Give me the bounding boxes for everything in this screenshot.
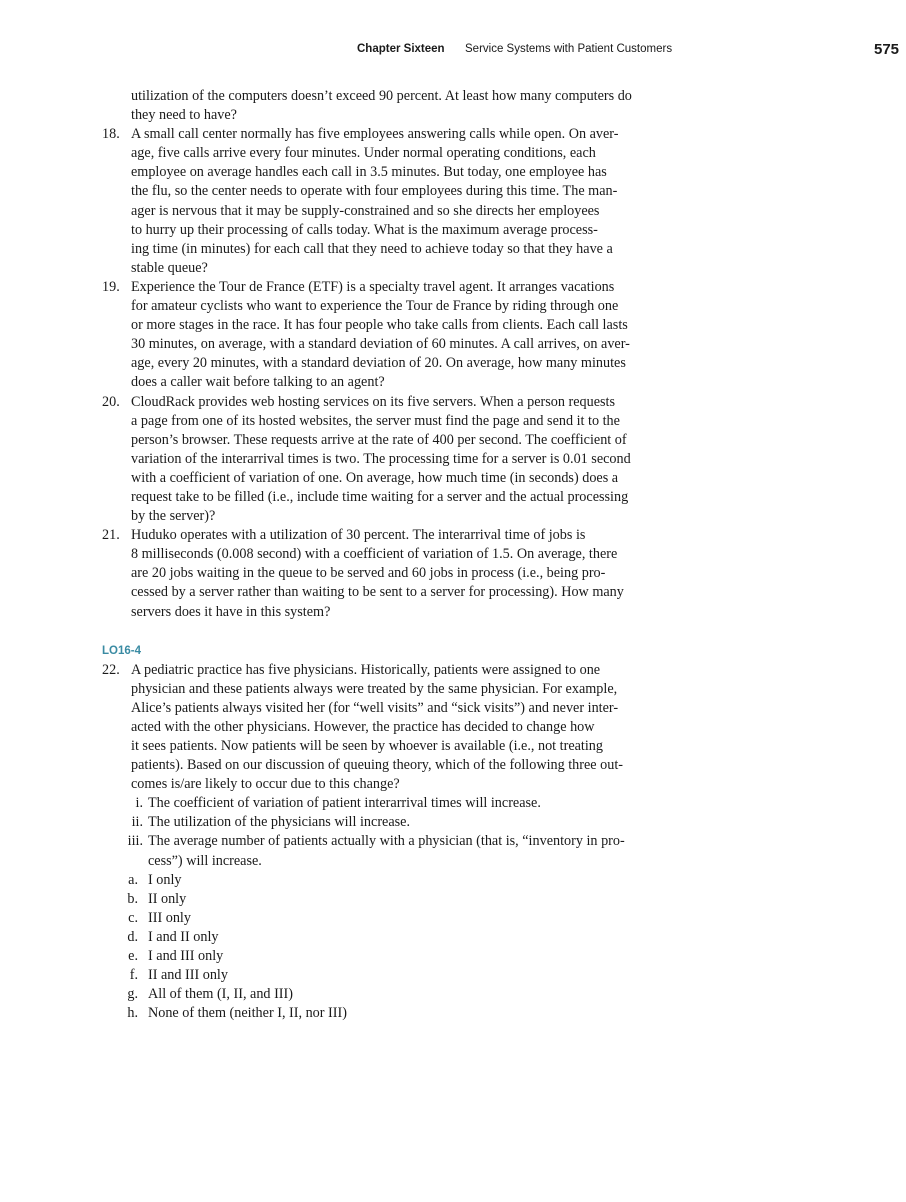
answer-option [0,1004,906,1023]
text-line: cessed by a server rather than waiting to be sent to a server for processing). How many [131,584,624,601]
statement-marker: iii. [127,833,143,850]
statement-text: The average number of patients actually with a physician (that is, “inventory in pro- [148,833,625,850]
chapter-title: Service Systems with Patient Customers [465,43,673,55]
answer-option [0,966,906,985]
option-text: III only [148,909,191,926]
text-line: or more stages in the race. It has four people who take calls from clients. Each call lasts [131,317,628,334]
option-marker: b. [127,890,138,907]
statement-text: The utilization of the physicians will increase. [148,814,410,831]
text-line: for amateur cyclists who want to experience the Tour de France by riding through one [131,298,619,315]
text-line: A pediatric practice has five physicians. Historically, patients were assigned to one [131,661,601,678]
answer-option [0,947,906,966]
option-text: II only [148,890,187,907]
option-marker: c. [128,909,138,926]
option-text: I and III only [148,948,224,965]
statement-continuation: cess”) will increase. [148,852,262,869]
text-line: variation of the interarrival times is two. The processing time for a server is 0.01 second [131,450,631,467]
statement-item [0,813,906,832]
answer-option [0,985,906,1004]
page-body [0,87,906,1023]
option-text: I and II only [148,928,219,945]
statement-text: The coefficient of variation of patient interarrival times will increase. [148,795,541,812]
text-line: Huduko operates with a utilization of 30 percent. The interarrival time of jobs is [131,527,586,544]
text-line: it sees patients. Now patients will be seen by whoever is available (i.e., not treating [131,738,603,754]
text-line: ager is nervous that it may be supply-constrained and so she directs her employees [131,202,600,219]
statement-marker: i. [135,795,143,812]
answer-option [0,928,906,947]
text-line: physician and these patients always were treated by the same physician. For example, [131,680,618,697]
text-line: comes is/are likely to occur due to this change? [131,776,400,793]
text-line: age, every 20 minutes, with a standard deviation of 20. On average, how many minutes [131,355,626,372]
option-text: None of them (neither I, II, nor III) [148,1005,347,1022]
text-line: Alice’s patients always visited her (for “well visits” and “sick visits”) and never inter- [131,699,619,716]
text-line: Experience the Tour de France (ETF) is a specialty travel agent. It arranges vacations [131,278,615,295]
text-line: employee on average handles each call in 3.5 minutes. But today, one employee has [131,164,607,181]
answer-option [0,909,906,928]
text-line: CloudRack provides web hosting services on its five servers. When a person requests [131,393,615,410]
option-marker: h. [127,1005,138,1022]
text-line: ing time (in minutes) for each call that they need to achieve today so that they have a [131,240,613,257]
statement-item [0,832,906,851]
question-number: 20. [102,393,120,410]
text-line: A small call center normally has five employees answering calls while open. On aver- [131,126,619,143]
text-line: stable queue? [131,259,208,276]
continuation-paragraph [0,87,906,125]
question-number: 21. [102,527,120,544]
running-head [0,42,906,60]
text-line: 8 milliseconds (0.008 second) with a coefficient of variation of 1.5. On average, there [131,546,618,563]
option-marker: g. [127,986,138,1003]
question-22 [0,661,906,795]
option-marker: a. [128,871,138,888]
question-21 [0,526,906,621]
chapter-label: Chapter Sixteen [357,43,445,55]
answer-option [0,871,906,890]
text-line: person’s browser. These requests arrive at the rate of 400 per second. The coefficient of [131,431,627,448]
question-19 [0,278,906,393]
text-line: the flu, so the center needs to operate with four employees during this time. The man- [131,183,618,200]
text-line: 30 minutes, on average, with a standard deviation of 60 minutes. A call arrives, on aver- [131,336,630,353]
option-text: All of them (I, II, and III) [148,986,293,1003]
option-text: I only [148,871,182,888]
answer-option [0,890,906,909]
answer-options [0,871,906,1024]
statement-list [0,794,906,870]
statement-item [0,794,906,813]
text-line: to hurry up their processing of calls today. What is the maximum average process- [131,221,598,238]
option-marker: d. [127,928,138,945]
text-line: with a coefficient of variation of one. On average, how much time (in seconds) does a [131,469,619,486]
question-number: 19. [102,278,120,295]
question-number: 22. [102,661,120,678]
option-marker: e. [128,948,138,965]
text-line: patients). Based on our discussion of queuing theory, which of the following three out- [131,757,623,774]
text-line: utilization of the computers doesn’t exceed 90 percent. At least how many computers do [131,88,632,104]
question-20 [0,393,906,527]
text-line: a page from one of its hosted websites, the server must find the page and send it to the [131,412,620,429]
text-line: does a caller wait before talking to an agent? [131,374,385,391]
text-line: servers does it have in this system? [131,603,331,620]
option-text: II and III only [148,967,228,984]
statement-marker: ii. [131,814,143,831]
text-line: age, five calls arrive every four minutes. Under normal operating conditions, each [131,145,596,162]
question-18 [0,125,906,278]
text-line: request take to be filled (i.e., include time waiting for a server and the actual processing [131,488,629,505]
learning-objective-label: LO16-4 [102,644,141,657]
text-line: acted with the other physicians. However, the practice has decided to change how [131,718,595,735]
question-number: 18. [102,126,120,143]
text-line: they need to have? [131,107,237,124]
text-line: by the server)? [131,508,216,525]
text-line: are 20 jobs waiting in the queue to be served and 60 jobs in process (i.e., being pro- [131,565,606,582]
option-marker: f. [129,967,138,984]
page-number: 575 [874,41,900,58]
